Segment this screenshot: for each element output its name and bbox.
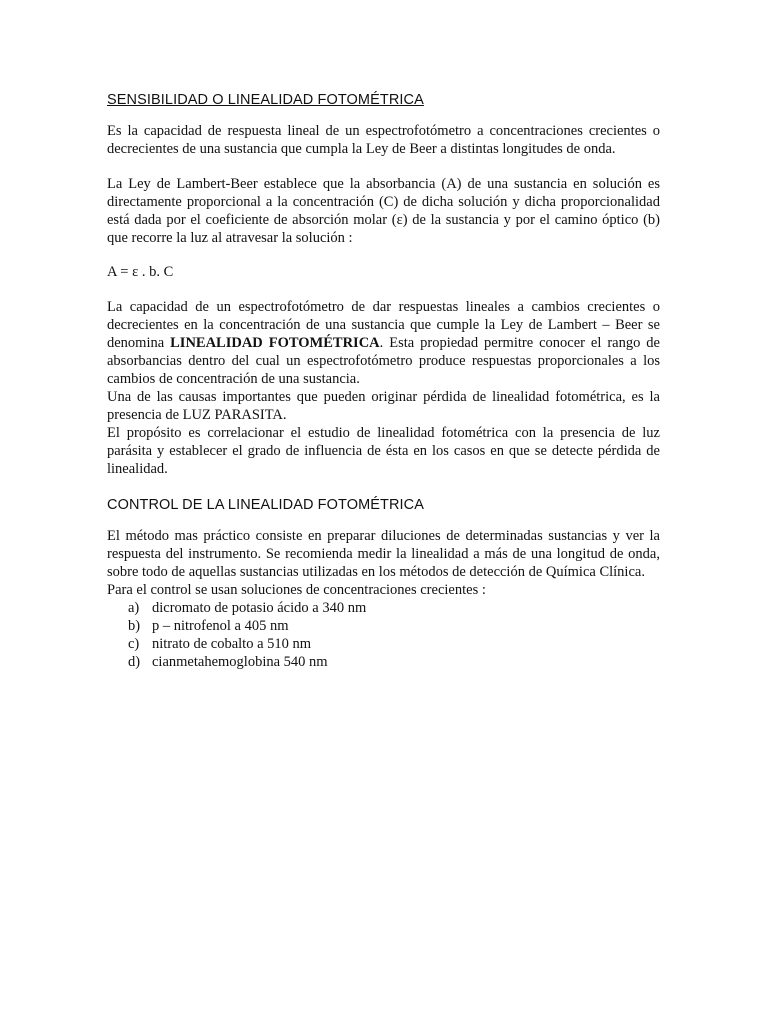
list-item-text: dicromato de potasio ácido a 340 nm <box>152 600 367 616</box>
paragraph-linealidad-text-2: . Esta propiedad permitre conocer el rango de absorbancias dentro del cual un espectrofotómetro produce respuestas proporcionales a los cambios de concentración de una sustancia. <box>107 335 660 387</box>
section-title-sensibilidad: SENSIBILIDAD O LINEALIDAD FOTOMÉTRICA <box>107 92 424 108</box>
list-marker: c) <box>128 636 140 652</box>
formula-lambert-beer: A = ε . b. C <box>107 264 174 280</box>
paragraph-luz-parasita: Una de las causas importantes que pueden originar pérdida de linealidad fotométrica, es la presencia de LUZ PARASITA. <box>107 389 660 423</box>
paragraph-definition: Es la capacidad de respuesta lineal de un espectrofotómetro a concentraciones crecientes o decrecientes de una sustancia que cumpla la Ley de Beer a distintas longitudes de onda. <box>107 123 660 157</box>
paragraph-linealidad-text-1: La capacidad de un espectrofotómetro de dar respuestas lineales a cambios crecientes o decrecientes en la concentración de una sustancia que cumple la Ley de Lambert – Beer se denomina <box>107 299 660 351</box>
list-item <box>107 617 660 635</box>
list-item <box>107 635 660 653</box>
paragraph-proposito: El propósito es correlacionar el estudio de linealidad fotométrica con la presencia de luz parásita y establecer el grado de influencia de ésta en los casos en que se detecte pérdida de linealidad. <box>107 425 660 477</box>
paragraph-linealidad <box>107 298 660 388</box>
list-item-text: nitrato de cobalto a 510 nm <box>152 636 312 652</box>
list-item-text: cianmetahemoglobina 540 nm <box>152 654 328 670</box>
list-item-text: p – nitrofenol a 405 nm <box>152 618 289 634</box>
paragraph-lambert-beer: La Ley de Lambert-Beer establece que la absorbancia (A) de una sustancia en solución es directamente proporcional a la concentración (C) de dicha solución y dicha proporcionalidad está dada por el coeficiente de absorción molar (ε) de la sustancia y por el camino óptico (b) que recorre la luz al atravesar la solución : <box>107 176 660 246</box>
list-marker: a) <box>128 600 140 616</box>
list-marker: d) <box>128 654 141 670</box>
section-title-control: CONTROL DE LA LINEALIDAD FOTOMÉTRICA <box>107 497 425 513</box>
solutions-list <box>107 599 660 671</box>
paragraph-metodo: El método mas práctico consiste en preparar diluciones de determinadas sustancias y ver la respuesta del instrumento. Se recomienda medir la linealidad a más de una longitud de onda, sobre todo de aquellas sustancias utilizadas en los métodos de detección de Química Clínica. <box>107 528 660 580</box>
list-marker: b) <box>128 618 141 634</box>
list-item <box>107 599 660 617</box>
term-linealidad-fotometrica: LINEALIDAD FOTOMÉTRICA <box>170 335 380 351</box>
list-item <box>107 653 660 671</box>
paragraph-control: Para el control se usan soluciones de concentraciones crecientes : <box>107 582 486 598</box>
document-page <box>107 92 660 671</box>
